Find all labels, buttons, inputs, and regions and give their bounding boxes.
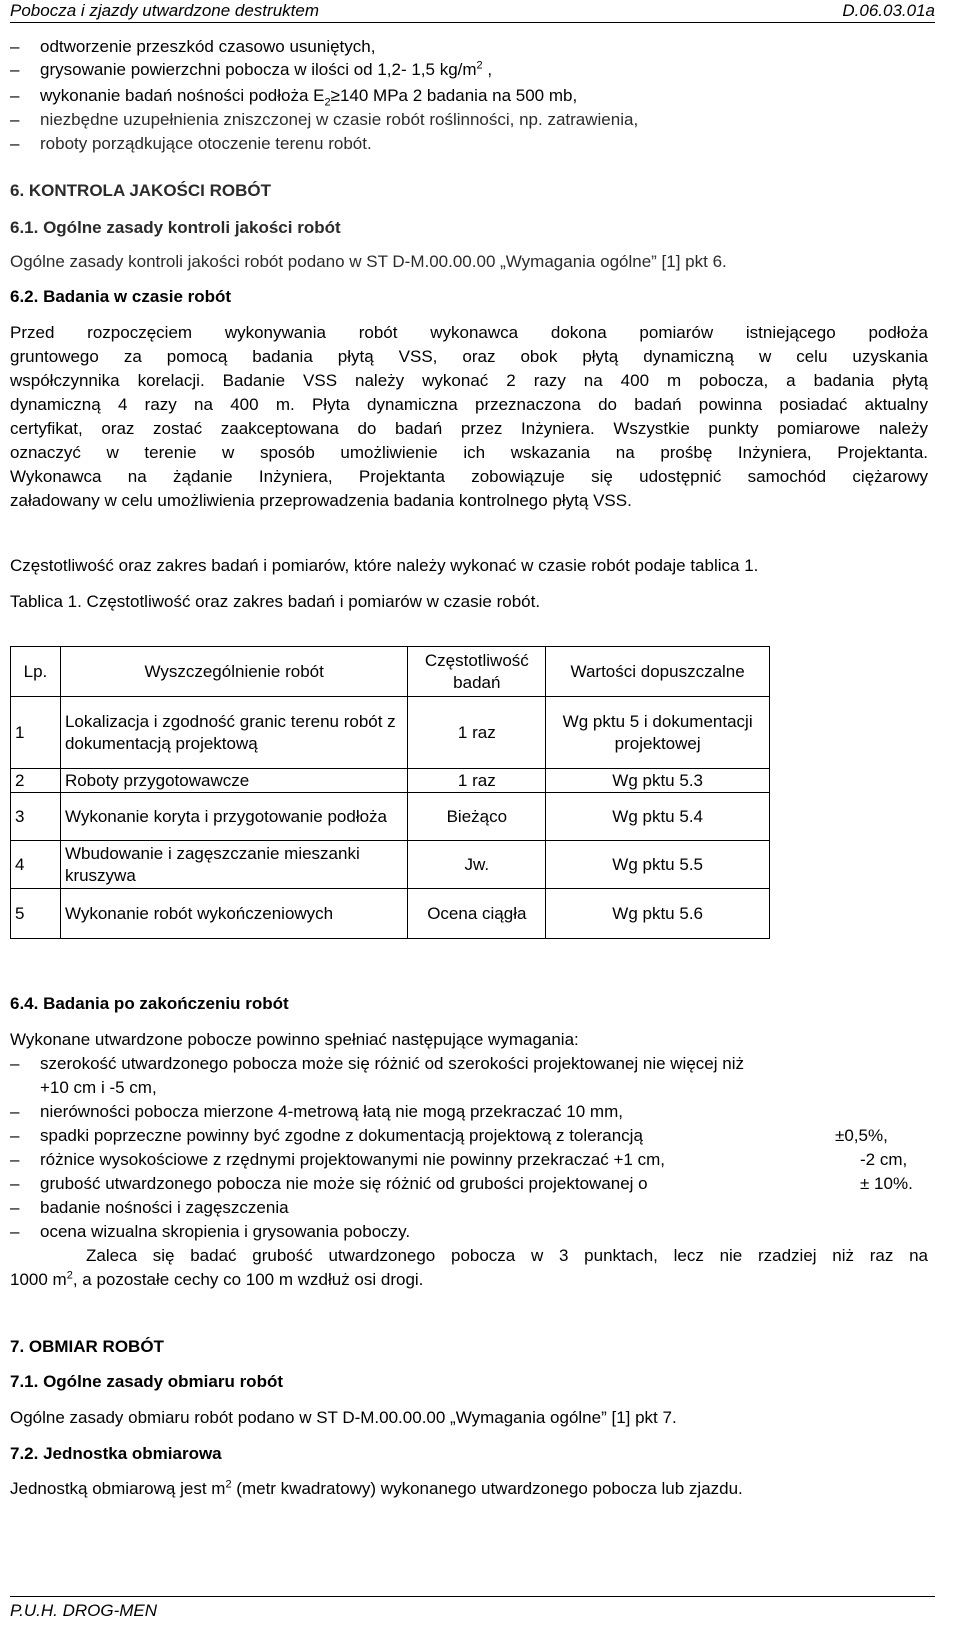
list-item: badanie nośności i zagęszczenia bbox=[40, 1198, 289, 1217]
list-dash: – bbox=[10, 37, 20, 56]
table-cell: Wg pktu 5 i dokumentacji projektowej bbox=[546, 697, 770, 769]
list-item: nierówności pobocza mierzone 4-metrową łatą nie mogą przekraczać 10 mm, bbox=[40, 1102, 623, 1121]
list-dash: – bbox=[10, 1198, 20, 1217]
table-cell: Jw. bbox=[408, 841, 546, 889]
list-item: różnice wysokościowe z rzędnymi projektowanymi nie powinny przekraczać +1 cm, bbox=[40, 1150, 665, 1169]
tolerance-value: ±0,5%, bbox=[835, 1126, 888, 1145]
table-cell: Roboty przygotowawcze bbox=[60, 769, 407, 793]
note-line: 1000 $m^2$, a pozostałe cechy co 100 m wzdłuż osi drogi. bbox=[10, 1269, 424, 1289]
table-cell: Bieżąco bbox=[408, 793, 546, 841]
table-cell: Wykonanie robót wykończeniowych bbox=[60, 889, 407, 939]
page-header bbox=[10, 0, 935, 23]
tolerance-value: -2 cm, bbox=[860, 1150, 908, 1169]
paragraph-line: gruntowego za pomocą badania płytą VSS, oraz obok płytą dynamiczną w celu uzyskania bbox=[10, 347, 928, 366]
paragraph-line: Przed rozpoczęciem wykonywania robót wykonawca dokona pomiarów istniejącego podłoża bbox=[10, 323, 928, 342]
list-item: roboty porządkujące otoczenie terenu robót. bbox=[40, 134, 372, 153]
table-cell: Wg pktu 5.4 bbox=[546, 793, 770, 841]
header-cell: Wyszczególnienie robót bbox=[60, 647, 407, 697]
paragraph-line: współczynnika korelacji. Badanie VSS należy wykonać 2 razy na 400 m pobocza, a badania płytą bbox=[10, 371, 928, 390]
table-row bbox=[11, 697, 770, 769]
table-cell: Wbudowanie i zagęszczanie mieszanki kruszywa bbox=[60, 841, 407, 889]
section-7-1-text: Ogólne zasady obmiaru robót podano w ST D-M.00.00.00 „Wymagania ogólne” [1] pkt 7. bbox=[10, 1408, 677, 1427]
header-cell: Częstotliwość badań bbox=[408, 647, 546, 697]
header-cell: Wartości dopuszczalne bbox=[546, 647, 770, 697]
table-cell: 1 bbox=[11, 697, 61, 769]
frequency-text: Częstotliwość oraz zakres badań i pomiarów, które należy wykonać w czasie robót podaje tablica 1. bbox=[10, 556, 759, 575]
table-cell: 1 raz bbox=[408, 697, 546, 769]
list-dash: – bbox=[10, 1126, 20, 1145]
list-item: ocena wizualna skropienia i grysowania poboczy. bbox=[40, 1222, 411, 1241]
table-row bbox=[11, 769, 770, 793]
section-7-1-title: 7.1. Ogólne zasady obmiaru robót bbox=[10, 1372, 283, 1391]
paragraph-line: oznaczyć w terenie w sposób umożliwienie ich wskazania na prośbę Inżyniera, Projektanta. bbox=[10, 443, 928, 462]
list-dash: – bbox=[10, 60, 20, 79]
page-footer bbox=[10, 1596, 935, 1620]
table-cell: Ocena ciągła bbox=[408, 889, 546, 939]
list-item: odtworzenie przeszkód czasowo usuniętych, bbox=[40, 37, 376, 56]
section-7-2-text: Jednostką obmiarową jest $m^2$ (metr kwadratowy) wykonanego utwardzonego pobocza lub zjazdu. bbox=[10, 1478, 743, 1498]
section-6-2-title: 6.2. Badania w czasie robót bbox=[10, 287, 232, 306]
table-row bbox=[11, 889, 770, 939]
section-6-1-text: Ogólne zasady kontroli jakości robót podano w ST D-M.00.00.00 „Wymagania ogólne” [1] pkt 6. bbox=[10, 252, 727, 271]
list-dash: – bbox=[10, 134, 20, 153]
list-dash: – bbox=[10, 1150, 20, 1169]
table-header-row bbox=[11, 647, 770, 697]
list-dash: – bbox=[10, 1102, 20, 1121]
table-cell: Wg pktu 5.3 bbox=[546, 769, 770, 793]
table-cell: 5 bbox=[11, 889, 61, 939]
paragraph-line: certyfikat, oraz zostać zaakceptowana do badań przez Inżyniera. Wszystkie punkty pomiarowe należy bbox=[10, 419, 928, 438]
control-table bbox=[10, 646, 770, 939]
header-cell: Lp. bbox=[11, 647, 61, 697]
header-code: D.06.03.01a bbox=[842, 1, 935, 20]
section-7-title: 7. OBMIAR ROBÓT bbox=[10, 1337, 164, 1356]
list-item: wykonanie badań nośności podłoża $E_2\ge 140$ MPa 2 badania na 500 mb, bbox=[40, 86, 578, 109]
table-cell: 2 bbox=[11, 769, 61, 793]
section-7-2-title: 7.2. Jednostka obmiarowa bbox=[10, 1444, 222, 1463]
table-cell: Wg pktu 5.6 bbox=[546, 889, 770, 939]
section-6-1-title: 6.1. Ogólne zasady kontroli jakości robót bbox=[10, 218, 341, 237]
table-cell: 3 bbox=[11, 793, 61, 841]
table-row bbox=[11, 841, 770, 889]
list-item: spadki poprzeczne powinny być zgodne z dokumentacją projektową z tolerancją bbox=[40, 1126, 643, 1145]
list-item-continuation: +10 cm i -5 cm, bbox=[40, 1078, 157, 1097]
list-dash: – bbox=[10, 86, 20, 105]
paragraph-line: załadowany w celu umożliwienia przeprowadzenia badania kontrolnego płytą VSS. bbox=[10, 491, 632, 510]
section-6-4-intro: Wykonane utwardzone pobocze powinno spełniać następujące wymagania: bbox=[10, 1030, 579, 1049]
table-cell: Wg pktu 5.5 bbox=[546, 841, 770, 889]
paragraph-line: dynamiczną 4 razy na 400 m. Płyta dynamiczna przeznaczona do badań powinna posiadać aktualny bbox=[10, 395, 928, 414]
tolerance-value: ± 10%. bbox=[860, 1174, 913, 1193]
table-caption: Tablica 1. Częstotliwość oraz zakres badań i pomiarów w czasie robót. bbox=[10, 592, 541, 611]
list-item: niezbędne uzupełnienia zniszczonej w czasie robót roślinności, np. zatrawienia, bbox=[40, 110, 639, 129]
section-6-title: 6. KONTROLA JAKOŚCI ROBÓT bbox=[10, 181, 271, 200]
list-item: szerokość utwardzonego pobocza może się różnić od szerokości projektowanej nie więcej niż bbox=[40, 1054, 744, 1073]
list-dash: – bbox=[10, 110, 20, 129]
list-dash: – bbox=[10, 1222, 20, 1241]
list-item: grubość utwardzonego pobocza nie może się różnić od grubości projektowanej o bbox=[40, 1174, 648, 1193]
list-item: grysowanie powierzchni pobocza w ilości od 1,2- 1,5 $kg/m^2$ , bbox=[40, 59, 493, 79]
header-title: Pobocza i zjazdy utwardzone destruktem bbox=[10, 1, 319, 20]
table-row bbox=[11, 793, 770, 841]
table-cell: Lokalizacja i zgodność granic terenu robót z dokumentacją projektową bbox=[60, 697, 407, 769]
list-dash: – bbox=[10, 1054, 20, 1073]
table-cell: Wykonanie koryta i przygotowanie podłoża bbox=[60, 793, 407, 841]
table-cell: 1 raz bbox=[408, 769, 546, 793]
paragraph-line: Wykonawca na żądanie Inżyniera, Projektanta zobowiązuje się udostępnić samochód ciężarowy bbox=[10, 467, 928, 486]
list-dash: – bbox=[10, 1174, 20, 1193]
section-6-4-title: 6.4. Badania po zakończeniu robót bbox=[10, 994, 289, 1013]
footer-company: P.U.H. DROG-MEN bbox=[10, 1601, 158, 1620]
table-cell: 4 bbox=[11, 841, 61, 889]
note-line: Zaleca się badać grubość utwardzonego pobocza w 3 punktach, lecz nie rzadziej niż raz na bbox=[86, 1246, 928, 1265]
